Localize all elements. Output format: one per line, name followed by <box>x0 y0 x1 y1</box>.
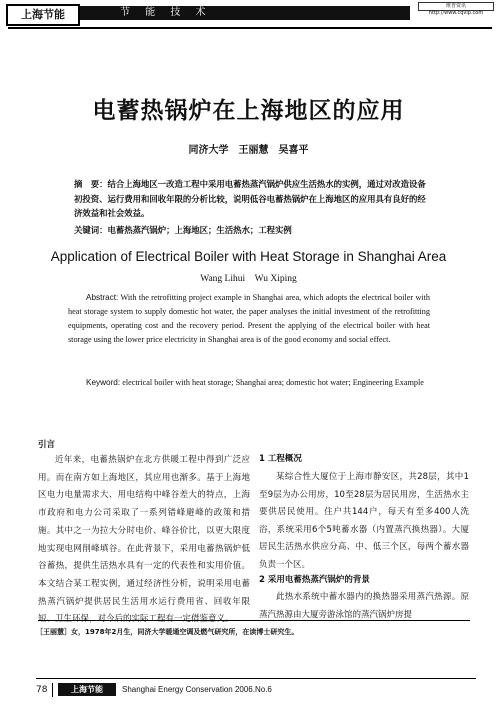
keywords-en-label: Keyword: <box>86 378 121 387</box>
footer-logo: 上海节能 <box>58 683 116 696</box>
source-tag[interactable]: 维普资讯 http://www.cqvip.com <box>418 2 494 11</box>
keywords-en-text: electrical boiler with heat storage; Shanghai area; domestic hot water; Engineering Example <box>122 378 424 387</box>
keywords-cn-text: 电蓄热蒸汽锅炉；上海地区；生活热水；工程实例 <box>107 225 292 235</box>
paper-title: 电蓄热锅炉在上海地区的应用 <box>92 98 405 124</box>
section1-heading: 1 工程概况 <box>259 454 302 464</box>
abstract-cn <box>74 177 434 221</box>
paper-authors-en: Wang Lihui Wu Xiping <box>200 274 297 284</box>
abstract-cn-label: 摘 要： <box>74 179 108 189</box>
paper-title-en: Application of Electrical Boiler with Heat Storage in Shanghai Area <box>50 249 447 264</box>
section-label: 节 能 技 术 <box>120 7 212 18</box>
journal-name: Shanghai Energy Conservation 2006.No.6 <box>122 685 272 694</box>
intro-text: 近年来，电蓄热锅炉在北方供暖工程中得到广泛应用。而在南方如上海地区，其应用也渐多。基于上海地区电力电量需求大、用电结构中峰谷差大的特点，上海市政府和电力公司采取了一系列错峰避峰的政策和措施。其中之一为拉大分时电价、峰谷价比，以更大限度地实现电网削峰填谷。在此背景下，采用电蓄热锅炉低谷蓄热，提供生活热水具有一定的代表性和实用价值。本文结合某工程实例，通过经济性分析，说明采用电蓄热蒸汽锅炉提供居民生活用水运行费用省、回收年限 <box>38 455 250 607</box>
keywords-cn-label: 关键词： <box>74 225 108 235</box>
section2-text: 此热水系统中蓄水器内的换热器采用蒸汽热源。原蒸汽热源由大厦旁游泳馆的蒸汽锅炉房提 <box>259 592 469 620</box>
header-divider <box>8 27 492 29</box>
abstract-en <box>68 291 430 347</box>
abstract-en-text: With the retrofitting project example in Shanghai area, which adopts the electrical boiler with heat storage system to supply domestic hot water, the paper analyses the initial investment of the retrofitting equipments, operating cost and the recovery period. Present the applying of the electrical boiler with heat storage using the lower price electricity in Shanghai area is of the good economy and social effect. <box>68 293 431 344</box>
footer-separator <box>52 683 53 697</box>
author-footnote: ［王丽慧］女，1978年2月生，同济大学暖通空调及燃气研究所，在读博士研究生。 <box>36 628 299 636</box>
abstract-en-label: Abstract: <box>86 293 119 302</box>
intro-heading: 引言 <box>38 440 56 450</box>
journal-logo: 上海节能 <box>6 4 80 26</box>
footnote-divider <box>38 620 470 621</box>
footer-divider <box>36 678 476 679</box>
keywords-cn <box>74 224 434 236</box>
section2-heading: 2 采用电蓄热蒸汽锅炉的背景 <box>259 575 370 585</box>
paper-authors: 同济大学 王丽慧 吴喜平 <box>188 145 309 156</box>
abstract-cn-text: 结合上海地区一改造工程中采用电蓄热蒸汽锅炉供应生活热水的实例，通过对改造设备初投资、运行费用和回收年限的分析比较，说明低谷电蓄热锅炉在上海地区的应用具有良好的经济效益和社会效益。 <box>74 179 426 218</box>
section1-text: 某综合性大厦位于上海市静安区，共28层，其中1至9层为办公用房，10至28层为居民用房，生活热水主要供居民使用。住户共144户，每天有至多400人洗浴，系统采用6个5吨蓄水器（内置蒸汽换热器）。大厦居民生活热水供应分高、中、低三个区，每两个蓄水器负责一个区。 <box>259 472 469 570</box>
keywords-en <box>68 376 430 390</box>
page-number: 78 <box>36 685 48 695</box>
